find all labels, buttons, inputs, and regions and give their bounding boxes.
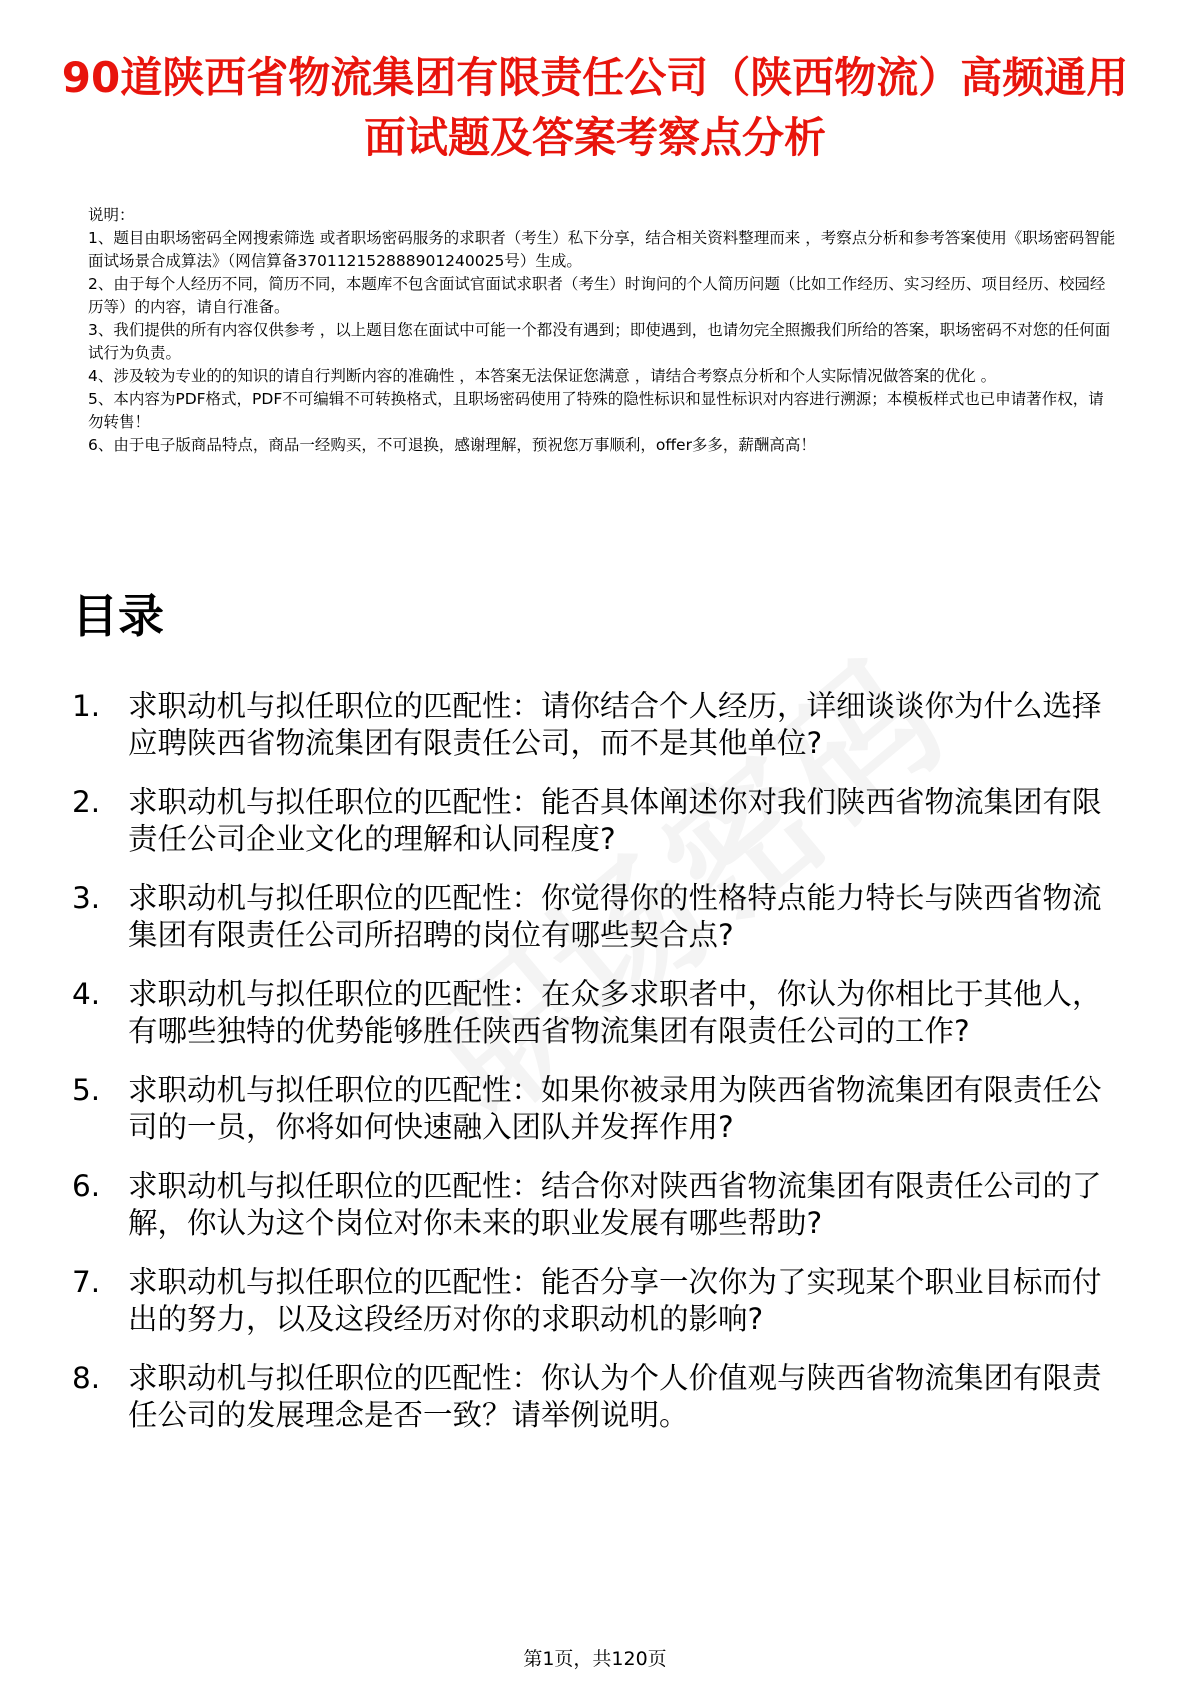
toc-item[interactable] — [72, 976, 1122, 1050]
note-item: 1、题目由职场密码全网搜索筛选 或者职场密码服务的求职者（考生）私下分享，结合相关资料整理而来 ，考察点分析和参考答案使用《职场密码智能面试场景合成算法》（网信算备370112152888901240025号）生成。 — [88, 229, 1116, 270]
toc-item-text: 求职动机与拟任职位的匹配性：你认为个人价值观与陕西省物流集团有限责任公司的发展理念是否一致？请举例说明。 — [128, 1361, 1102, 1432]
toc-item[interactable] — [72, 784, 1122, 858]
note-item: 3、我们提供的所有内容仅供参考 ，以上题目您在面试中可能一个都没有遇到；即使遇到，也请勿完全照搬我们所给的答案，职场密码不对您的任何面试行为负责。 — [88, 321, 1111, 362]
note-item: 4、涉及较为专业的的知识的请自行判断内容的准确性 ，本答案无法保证您满意 ，请结合考察点分析和个人实际情况做答案的优化 。 — [88, 367, 997, 385]
toc-item-number: 3. — [72, 881, 101, 915]
toc-item-text: 求职动机与拟任职位的匹配性：如果你被录用为陕西省物流集团有限责任公司的一员，你将如何快速融入团队并发挥作用? — [128, 1073, 1102, 1144]
notes-section — [88, 204, 1118, 457]
toc-item-text: 求职动机与拟任职位的匹配性：结合你对陕西省物流集团有限责任公司的了解，你认为这个岗位对你未来的职业发展有哪些帮助? — [128, 1169, 1102, 1240]
toc-list — [72, 688, 1122, 1456]
toc-item-text: 求职动机与拟任职位的匹配性：你觉得你的性格特点能力特长与陕西省物流集团有限责任公司所招聘的岗位有哪些契合点? — [128, 881, 1102, 952]
note-item: 2、由于每个人经历不同，简历不同，本题库不包含面试官面试求职者（考生）时询问的个人简历问题（比如工作经历、实习经历、项目经历、校园经历等）的内容，请自行准备。 — [88, 275, 1106, 316]
toc-heading: 目录 — [72, 589, 164, 643]
toc-item-text: 求职动机与拟任职位的匹配性：能否具体阐述你对我们陕西省物流集团有限责任公司企业文化的理解和认同程度? — [128, 785, 1102, 856]
toc-item-number: 5. — [72, 1073, 101, 1107]
toc-item[interactable] — [72, 688, 1122, 762]
toc-item[interactable] — [72, 1168, 1122, 1242]
toc-item-text: 求职动机与拟任职位的匹配性：在众多求职者中，你认为你相比于其他人，有哪些独特的优势能够胜任陕西省物流集团有限责任公司的工作? — [128, 977, 1102, 1048]
toc-item[interactable] — [72, 880, 1122, 954]
note-item: 5、本内容为PDF格式，PDF不可编辑不可转换格式，且职场密码使用了特殊的隐性标识和显性标识对内容进行溯源；本模板样式也已申请著作权，请勿转售！ — [88, 390, 1104, 431]
page-number: 第1页，共120页 — [523, 1648, 667, 1670]
toc-item-text: 求职动机与拟任职位的匹配性：请你结合个人经历，详细谈谈你为什么选择应聘陕西省物流集团有限责任公司，而不是其他单位? — [128, 689, 1102, 760]
toc-item-number: 7. — [72, 1265, 101, 1299]
toc-item-number: 6. — [72, 1169, 101, 1203]
toc-item-text: 求职动机与拟任职位的匹配性：能否分享一次你为了实现某个职业目标而付出的努力，以及这段经历对你的求职动机的影响? — [128, 1265, 1102, 1336]
toc-item[interactable] — [72, 1072, 1122, 1146]
toc-item[interactable] — [72, 1360, 1122, 1434]
notes-heading: 说明： — [88, 206, 135, 224]
toc-item-number: 4. — [72, 977, 101, 1011]
toc-item-number: 8. — [72, 1361, 101, 1395]
toc-item-number: 1. — [72, 689, 101, 723]
page-title: 90道陕西省物流集团有限责任公司（陕西物流）高频通用面试题及答案考察点分析 — [61, 53, 1129, 162]
toc-item[interactable] — [72, 1264, 1122, 1338]
toc-item-number: 2. — [72, 785, 101, 819]
note-item: 6、由于电子版商品特点，商品一经购买，不可退换，感谢理解，预祝您万事顺利，offer多多，薪酬高高！ — [88, 436, 816, 454]
